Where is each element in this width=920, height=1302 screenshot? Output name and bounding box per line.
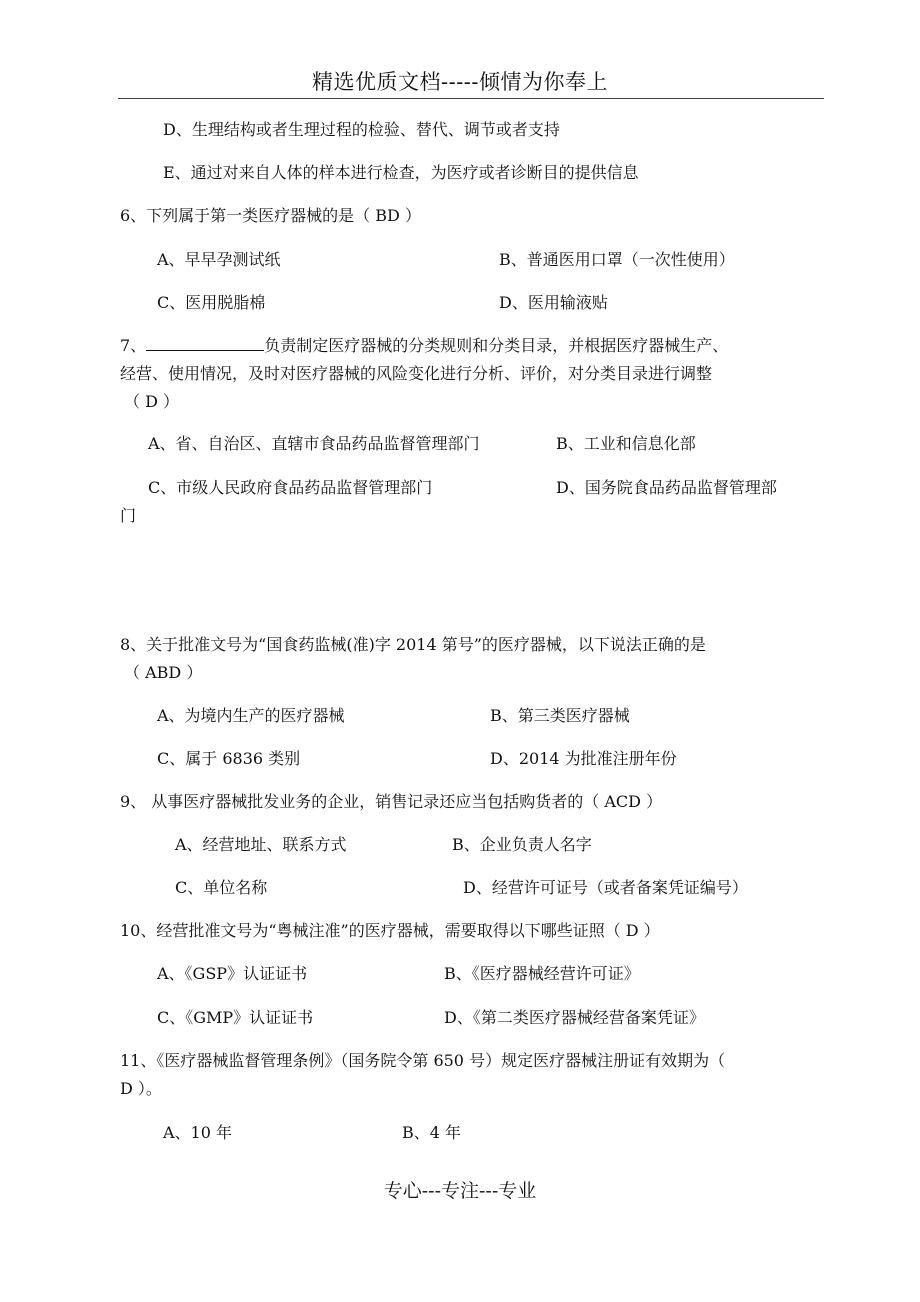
q6-option-a: A、早早孕测试纸 [157,250,281,269]
q8-option-b: B、第三类医疗器械 [490,706,630,725]
header-divider [118,98,824,99]
q10-option-d: D、《第二类医疗器械经营备案凭证》 [444,1008,705,1027]
q10-option-b: B、《医疗器械经营许可证》 [444,964,640,983]
q7-option-d-wrap: 门 [120,506,137,525]
q7-stem-text-1: 负责制定医疗器械的分类规则和分类目录，并根据医疗器械生产、 [264,336,729,355]
q11-option-b: B、4 年 [402,1123,462,1142]
q10-option-a: A、《GSP》认证证书 [157,964,308,983]
q8-option-c: C、属于 6836 类别 [157,749,301,768]
q7-number: 7、 [120,336,147,355]
q8-stem-line-1: 8、关于批准文号为“国食药监械(准)字 2014 第号”的医疗器械，以下说法正确的是 [120,635,706,654]
q9-option-d: D、经营许可证号（或者备案凭证编号） [463,878,748,897]
q10-stem: 10、经营批准文号为“粤械注准”的医疗器械，需要取得以下哪些证照（ D ） [120,921,660,940]
q10-option-c: C、《GMP》认证证书 [157,1008,314,1027]
q7-stem-line-1 [120,336,728,356]
q11-answer: D ）。 [120,1079,162,1098]
q8-option-d: D、2014 为批准注册年份 [490,749,677,768]
q9-option-c: C、单位名称 [175,878,268,897]
q7-option-b: B、工业和信息化部 [556,434,696,453]
q7-answer: （ D ） [124,392,180,411]
q6-option-b: B、普通医用口罩（一次性使用） [499,250,735,269]
q5-option-d: D、生理结构或者生理过程的检验、替代、调节或者支持 [163,120,560,139]
q7-option-a: A、省、自治区、直辖市食品药品监督管理部门 [148,434,480,453]
q8-option-a: A、为境内生产的医疗器械 [157,706,345,725]
q7-answer-blank [146,336,264,351]
q7-option-d: D、国务院食品药品监督管理部 [556,478,777,497]
q9-option-a: A、经营地址、联系方式 [175,835,347,854]
q6-stem: 6、下列属于第一类医疗器械的是（ BD ） [120,206,421,225]
q9-option-b: B、企业负责人名字 [452,835,592,854]
q7-option-c: C、市级人民政府食品药品监督管理部门 [148,478,433,497]
page-header-title: 精选优质文档-----倾情为你奉上 [312,70,608,94]
q11-option-a: A、10 年 [163,1123,233,1142]
q5-option-e: E、通过对来自人体的样本进行检查，为医疗或者诊断目的提供信息 [163,163,639,182]
page-footer-title: 专心---专注---专业 [383,1180,537,1202]
q11-stem-line-1: 11、《医疗器械监督管理条例》（国务院令第 650 号）规定医疗器械注册证有效期为（ [120,1051,726,1070]
q6-option-c: C、医用脱脂棉 [157,293,266,312]
q9-stem: 9、 从事医疗器械批发业务的企业，销售记录还应当包括购货者的（ ACD ） [120,792,663,811]
q7-stem-line-2: 经营、使用情况，及时对医疗器械的风险变化进行分析、评价，对分类目录进行调整 [120,364,713,383]
q8-answer: （ ABD ） [124,663,203,682]
q6-option-d: D、医用输液贴 [499,293,608,312]
